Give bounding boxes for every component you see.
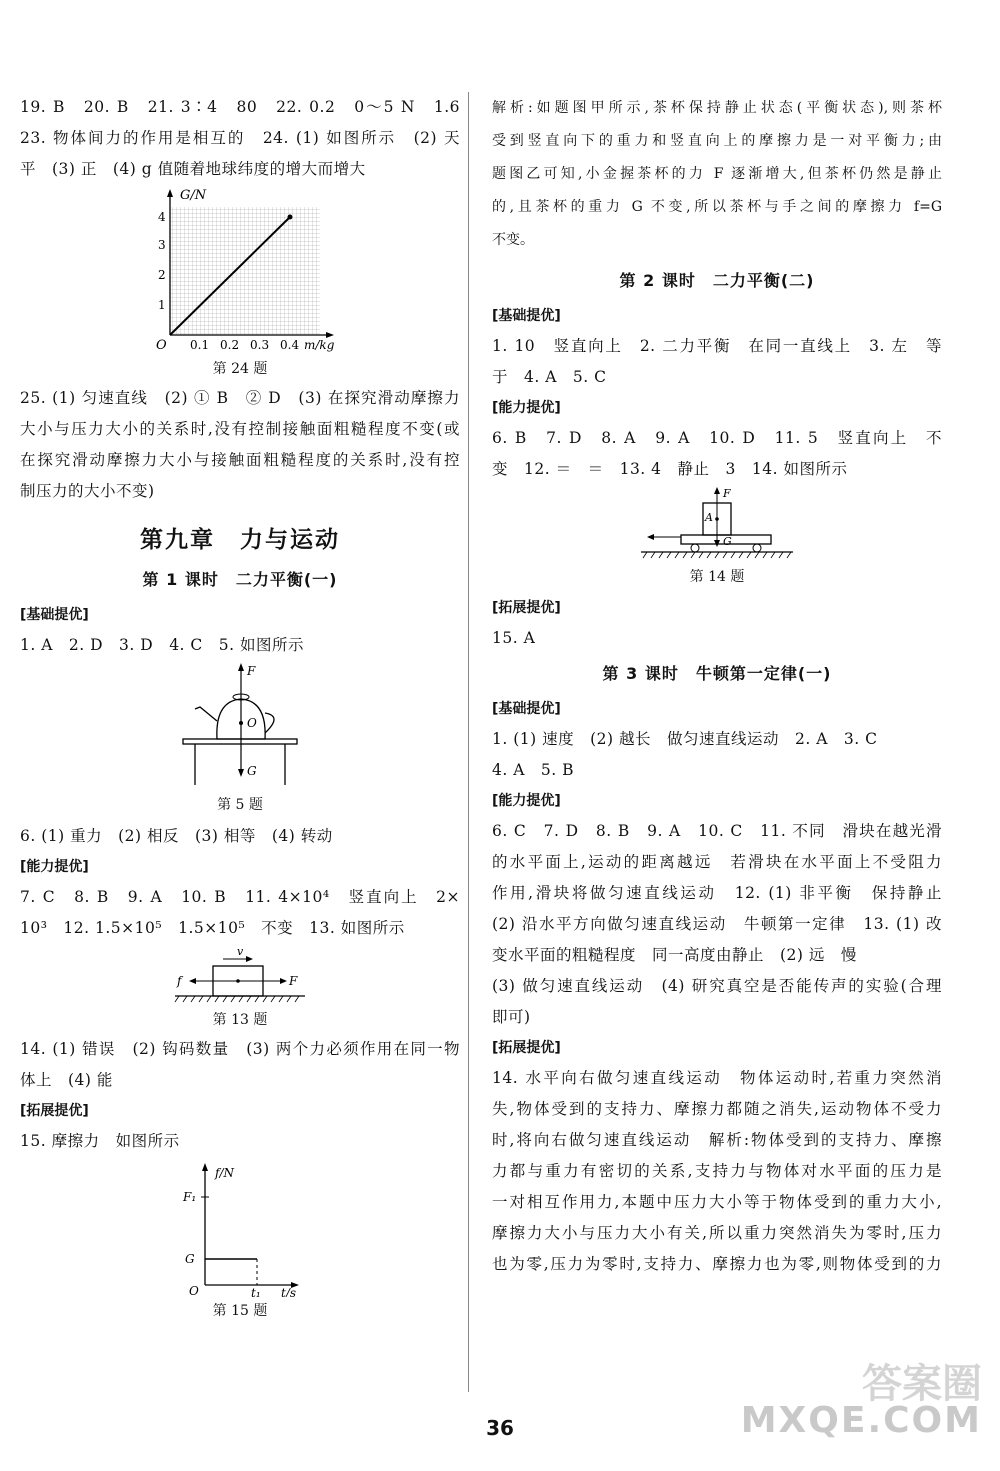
- answer-line: 1. (1) 速度 (2) 越长 做匀速直线运动 2. A 3. C: [492, 730, 878, 748]
- answer-line: 制压力的大小不变): [20, 482, 155, 500]
- page-number: 36: [486, 1416, 514, 1440]
- arrow-left-icon: [189, 978, 196, 984]
- y-arrow-icon: [202, 1163, 208, 1171]
- section-tag: [基础提优]: [492, 308, 561, 324]
- answer-line: 失,物体受到的支持力、摩擦力都随之消失,运动物体不受力: [492, 1100, 942, 1118]
- figure-5: [20, 661, 460, 815]
- ground-hatch: [643, 552, 791, 558]
- answer-line: 也为零,压力为零时,支持力、摩擦力也为零,则物体受到的力: [492, 1255, 942, 1273]
- g-m-graph: [140, 185, 340, 355]
- section-title: 第 2 课时 二力平衡(二): [619, 271, 815, 290]
- section-tag: [拓展提优]: [492, 600, 561, 616]
- f-t-graph: [165, 1157, 315, 1297]
- answer-line: 于 4. A 5. C: [492, 368, 607, 386]
- figure-caption: 第 24 题: [212, 361, 268, 377]
- answer-line: 变 12. ＝ ＝ 13. 4 静止 3 14. 如图所示: [492, 460, 848, 478]
- x-tick: 0.3: [250, 338, 270, 352]
- answer-line: (3) 做匀速直线运动 (4) 研究真空是否能传声的实验(合理: [492, 977, 942, 995]
- ground-hatch: [175, 996, 299, 1002]
- teapot-diagram: [165, 661, 315, 791]
- block-diagram: [165, 944, 315, 1006]
- friction-label: f: [177, 974, 182, 988]
- figure-24: [20, 185, 460, 379]
- analysis-line: 题图乙可知,小金握茶杯的力 F 逐渐增大,但茶杯仍然是静止: [492, 166, 942, 182]
- arrow-down-icon: [238, 769, 244, 777]
- y-tick: 3: [158, 238, 166, 252]
- answer-line: 15. A: [492, 629, 536, 647]
- origin-label: O: [156, 338, 167, 353]
- x-tick: 0.4: [280, 338, 300, 352]
- answer-line: 6. C 7. D 8. B 9. A 10. C 11. 不同 滑块在越光滑: [492, 822, 942, 840]
- answer-line: 摩擦力大小与压力大小有关,所以重力突然消失为零时,压力: [492, 1224, 942, 1242]
- arrow-left-icon: [647, 534, 654, 540]
- section-tag: [拓展提优]: [492, 1040, 561, 1056]
- analysis-line: 解析:如题图甲所示,茶杯保持静止状态(平衡状态),则茶杯: [492, 100, 942, 116]
- gravity-g-label: G: [723, 535, 732, 548]
- answer-line: 平 (3) 正 (4) g 值随着地球纬度的增大而增大: [20, 160, 366, 178]
- section-tag: [能力提优]: [492, 400, 561, 416]
- analysis-line: 的,且茶杯的重力 G 不变,所以茶杯与手之间的摩擦力 f=G: [492, 199, 942, 215]
- figure-15: [20, 1157, 460, 1321]
- y-arrow-icon: [167, 189, 173, 197]
- answer-line: 1. A 2. D 3. D 4. C 5. 如图所示: [20, 636, 304, 654]
- section-title: 第 3 课时 牛顿第一定律(一): [602, 664, 832, 683]
- x-label: t/s: [281, 1286, 297, 1297]
- watermark: MXQE.COM: [740, 1400, 982, 1441]
- answer-line: 6. (1) 重力 (2) 相反 (3) 相等 (4) 转动: [20, 827, 333, 845]
- center-point: [715, 517, 719, 521]
- center-point: [239, 721, 243, 725]
- answer-line: 4. A 5. B: [492, 761, 575, 779]
- arrow-up-icon: [238, 663, 244, 671]
- answer-line: 力都与重力有密切的关系,支持力与物体对水平面的压力是: [492, 1162, 942, 1180]
- teapot-spout: [195, 707, 217, 721]
- answer-line: 体上 (4) 能: [20, 1071, 113, 1089]
- y-tick: 4: [158, 210, 166, 224]
- wheel: [691, 544, 699, 552]
- y-tick: 2: [158, 268, 166, 282]
- y-label: f/N: [215, 1166, 234, 1180]
- answer-line: 14. (1) 错误 (2) 钩码数量 (3) 两个力必须作用在同一物: [20, 1040, 460, 1058]
- table-top: [183, 739, 297, 744]
- analysis-line: 不变。: [492, 232, 534, 248]
- chapter-title: 第九章 力与运动: [140, 527, 340, 553]
- g-label: G: [185, 1252, 195, 1266]
- answer-line: 23. 物体间力的作用是相互的 24. (1) 如图所示 (2) 天: [20, 129, 460, 147]
- answer-line: 变水平面的粗糙程度 同一高度由静止 (2) 远 慢: [492, 946, 857, 964]
- answer-line: 6. B 7. D 8. A 9. A 10. D 11. 5 竖直向上 不: [492, 429, 942, 447]
- section-tag: [拓展提优]: [20, 1103, 89, 1119]
- figure-caption: 第 14 题: [689, 569, 745, 585]
- answer-line: 15. 摩擦力 如图所示: [20, 1132, 180, 1150]
- center-o-label: O: [247, 716, 257, 730]
- arrow-right-icon: [246, 956, 253, 962]
- section-title: 第 1 课时 二力平衡(一): [142, 570, 338, 589]
- answer-line: 的水平面上,运动的距离越远 若滑块在水平面上不受阻力: [492, 853, 942, 871]
- x-label: m/kg: [304, 338, 335, 352]
- section-tag: [能力提优]: [492, 793, 561, 809]
- watermark-logo: 答案圈: [862, 1361, 982, 1407]
- answer-line: 14. 水平向右做匀速直线运动 物体运动时,若重力突然消: [492, 1069, 942, 1087]
- analysis-line: 受到竖直向下的重力和竖直向上的摩擦力是一对平衡力;由: [492, 133, 942, 149]
- force-label: F: [289, 974, 298, 988]
- right-column: [492, 92, 942, 1280]
- y-label: G/N: [180, 188, 207, 203]
- answer-line: 7. C 8. B 9. A 10. B 11. 4×10⁴ 竖直向上 2×: [20, 888, 460, 906]
- x-tick: 0.2: [220, 338, 240, 352]
- f1-label: F₁: [183, 1190, 197, 1204]
- t1-label: t₁: [251, 1286, 261, 1297]
- figure-14: [492, 485, 942, 587]
- answer-line: 10³ 12. 1.5×10⁵ 1.5×10⁵ 不变 13. 如图所示: [20, 919, 405, 937]
- figure-caption: 第 15 题: [212, 1303, 268, 1319]
- arrow-up-icon: [714, 487, 720, 494]
- grid-area: [170, 207, 320, 335]
- answer-line: 19. B 20. B 21. 3∶4 80 22. 0.2 0～5 N 1.6: [20, 98, 460, 116]
- block-a-label: A: [705, 511, 713, 524]
- answer-line: (2) 沿水平方向做匀速直线运动 牛顿第一定律 13. (1) 改: [492, 915, 942, 933]
- arrow-right-icon: [280, 978, 287, 984]
- cart-diagram: [637, 485, 797, 563]
- data-point: [288, 215, 293, 220]
- origin-label: O: [189, 1284, 199, 1297]
- answer-line: 即可): [492, 1008, 531, 1026]
- teapot-handle: [265, 713, 274, 733]
- figure-caption: 第 13 题: [212, 1012, 268, 1028]
- column-divider: [468, 92, 469, 1392]
- answer-line: 大小与压力大小的关系时,没有控制接触面粗糙程度不变(或: [20, 420, 460, 438]
- center-point: [236, 979, 240, 983]
- answer-line: 作用,滑块将做匀速直线运动 12. (1) 非平衡 保持静止: [492, 884, 942, 902]
- y-tick: 1: [158, 298, 166, 312]
- section-tag: [基础提优]: [20, 607, 89, 623]
- answer-line: 1. 10 竖直向上 2. 二力平衡 在同一直线上 3. 左 等: [492, 337, 942, 355]
- wheel: [753, 544, 761, 552]
- section-tag: [能力提优]: [20, 859, 89, 875]
- figure-caption: 第 5 题: [217, 797, 263, 813]
- answer-line: 在探究滑动摩擦力大小与接触面粗糙程度的关系时,没有控: [20, 451, 460, 469]
- section-tag: [基础提优]: [492, 701, 561, 717]
- x-tick: 0.1: [190, 338, 210, 352]
- answer-line: 时,将向右做匀速直线运动 解析:物体受到的支持力、摩擦: [492, 1131, 942, 1149]
- answer-line: 一对相互作用力,本题中压力大小等于物体受到的重力大小,: [492, 1193, 942, 1211]
- force-f-label: F: [723, 487, 731, 500]
- velocity-label: v: [237, 945, 244, 958]
- force-f-label: F: [247, 664, 256, 678]
- left-column: [20, 92, 460, 1321]
- figure-13: [20, 944, 460, 1030]
- answer-line: 25. (1) 匀速直线 (2) ① B ② D (3) 在探究滑动摩擦力: [20, 389, 460, 407]
- gravity-g-label: G: [247, 764, 257, 778]
